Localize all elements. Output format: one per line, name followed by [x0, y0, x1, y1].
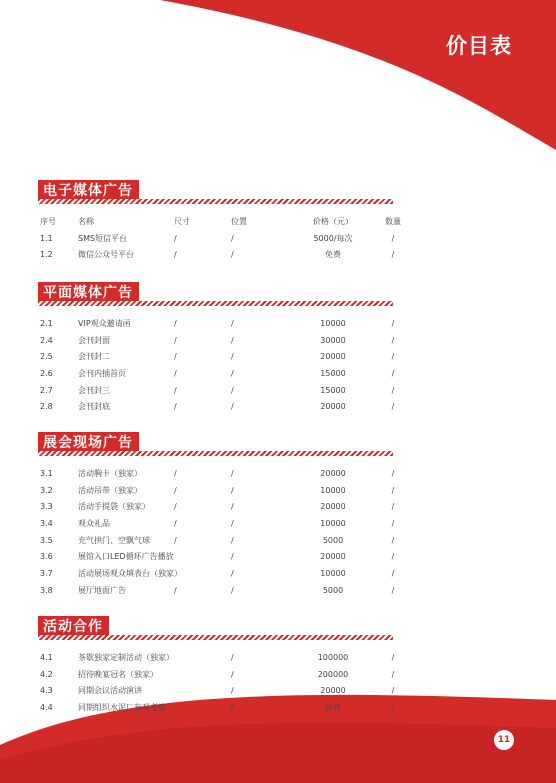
row-price: 5000 — [322, 585, 344, 595]
row-position: / — [231, 502, 234, 512]
row-name: 会刊封面 — [78, 335, 110, 345]
row-qty: / — [391, 519, 395, 529]
row-position: / — [231, 569, 234, 579]
table-row — [38, 247, 393, 264]
row-name: 展馆入口LED循环广告播放 — [78, 552, 174, 562]
page-title: 价目表 — [446, 34, 512, 58]
column-header-position: 位置 — [231, 217, 247, 226]
section-title: 平面媒体广告 — [38, 282, 139, 305]
table-row — [38, 583, 393, 600]
row-name: 茶歇独家定制活动（独家） — [78, 653, 174, 662]
row-price: 10000 — [320, 319, 346, 328]
striped-divider — [38, 635, 393, 640]
row-no: 4.4 — [40, 703, 53, 713]
row-qty: / — [391, 352, 395, 362]
row-qty: / — [391, 669, 395, 679]
row-price: 15000 — [320, 385, 346, 395]
row-no: 3.4 — [40, 519, 53, 529]
row-no: 3.8 — [40, 585, 53, 595]
row-qty: / — [391, 535, 395, 545]
striped-divider — [38, 451, 393, 456]
section-onsite-ads — [38, 432, 393, 600]
row-qty: / — [391, 335, 395, 345]
column-header-size: 尺寸 — [174, 217, 190, 226]
row-name: 活动手提袋（独家） — [78, 502, 150, 512]
table-row — [38, 566, 393, 583]
row-no: 2.5 — [40, 352, 53, 362]
column-header-name: 名称 — [78, 217, 94, 226]
column-header-price: 价格（元） — [313, 217, 353, 226]
row-price: 20000 — [320, 502, 346, 512]
row-qty: / — [391, 385, 395, 395]
row-position: / — [231, 385, 234, 395]
row-price: 20000 — [320, 469, 346, 478]
row-qty: / — [391, 250, 395, 260]
table-header-row — [38, 214, 401, 231]
row-name: 展厅地面广告 — [78, 585, 126, 595]
row-price: 100000 — [317, 653, 349, 662]
row-position: / — [231, 335, 234, 345]
row-size: / — [174, 469, 177, 478]
row-size: / — [174, 402, 177, 412]
row-name: 会刊封底 — [78, 402, 110, 412]
row-qty: / — [391, 485, 395, 495]
row-qty: / — [391, 502, 395, 512]
table-row — [38, 231, 393, 248]
row-name: 会刊封三 — [78, 385, 110, 395]
row-price: 10000 — [320, 485, 346, 495]
row-qty: / — [391, 585, 395, 595]
row-position: / — [231, 686, 234, 696]
row-price: 10000 — [320, 519, 346, 529]
row-no: 1.1 — [40, 233, 53, 243]
table-row — [38, 383, 393, 400]
row-qty: / — [391, 686, 395, 696]
section-event-cooperation — [38, 616, 393, 717]
row-size: / — [174, 352, 177, 362]
table-row — [38, 516, 393, 533]
row-position: / — [231, 535, 234, 545]
row-size: / — [174, 233, 177, 243]
row-price: 免费 — [325, 250, 341, 260]
row-size: / — [174, 585, 177, 595]
row-no: 2.4 — [40, 335, 53, 345]
row-no: 3.3 — [40, 502, 53, 512]
row-size: / — [174, 335, 177, 345]
table-row — [38, 650, 393, 667]
row-position: / — [231, 519, 234, 529]
row-no: 4.3 — [40, 686, 53, 696]
row-position: / — [231, 585, 234, 595]
table-row — [38, 483, 393, 500]
row-position: / — [231, 669, 234, 679]
row-price: 200000 — [317, 669, 349, 679]
row-no: 3.5 — [40, 535, 53, 545]
row-position: / — [231, 319, 234, 328]
row-position: / — [231, 352, 234, 362]
section-print-media — [38, 282, 393, 416]
row-size: / — [174, 250, 177, 260]
row-price: 10000 — [320, 569, 346, 579]
section-header — [38, 616, 393, 642]
table-row — [38, 349, 393, 366]
striped-divider — [38, 199, 393, 204]
row-no: 3.2 — [40, 485, 53, 495]
row-qty: / — [391, 552, 395, 562]
row-no: 2.1 — [40, 319, 53, 328]
row-name: 活动吊带（独家） — [78, 485, 142, 495]
row-position: / — [231, 552, 234, 562]
row-position: / — [231, 402, 234, 412]
table-row — [38, 683, 393, 700]
row-size: / — [174, 535, 177, 545]
table-row — [38, 533, 393, 550]
table-row — [38, 499, 393, 516]
striped-divider — [38, 301, 393, 306]
row-no: 3.6 — [40, 552, 53, 562]
column-header-no: 序号 — [40, 217, 56, 226]
row-price: 20000 — [320, 402, 346, 412]
row-name: 微信公众号平台 — [78, 250, 134, 260]
row-qty: / — [391, 569, 395, 579]
table-row — [38, 399, 393, 416]
row-qty: / — [391, 703, 395, 713]
row-position: / — [231, 469, 234, 478]
row-price: 20000 — [320, 552, 346, 562]
row-qty: / — [391, 402, 395, 412]
section-electronic-media — [38, 180, 401, 264]
row-position: / — [231, 485, 234, 495]
table-row — [38, 667, 393, 684]
section-header — [38, 180, 393, 206]
row-size: / — [174, 385, 177, 395]
row-name: 同期会议活动演讲 — [78, 686, 142, 696]
row-qty: / — [391, 233, 395, 243]
column-header-qty: 数量 — [385, 217, 401, 226]
row-qty: / — [391, 369, 395, 379]
row-no: 2.8 — [40, 402, 53, 412]
row-no: 3.7 — [40, 569, 53, 579]
row-size: / — [174, 485, 177, 495]
row-qty: / — [391, 653, 395, 662]
row-size: / — [174, 369, 177, 379]
row-name: 充气拱门、空飘气球 — [78, 535, 150, 545]
row-name: 会刊封二 — [78, 352, 110, 362]
table-row — [38, 700, 393, 717]
row-size: / — [174, 519, 177, 529]
row-price: 5000 — [322, 535, 344, 545]
table-row — [38, 549, 393, 566]
row-name: SMS短信平台 — [78, 233, 128, 243]
row-position: / — [231, 653, 234, 662]
table-row — [38, 466, 393, 483]
row-name: 同期组织水泥厂参观考察 — [78, 703, 166, 713]
row-position: / — [231, 703, 234, 713]
section-header — [38, 432, 393, 458]
row-name: 活动展场观众填表台（独家） — [78, 569, 182, 579]
section-header — [38, 282, 393, 308]
row-no: 2.7 — [40, 385, 53, 395]
row-name: 招待晚宴冠名（独家） — [78, 669, 158, 679]
row-name: 会刊内插首页 — [78, 369, 126, 379]
row-position: / — [231, 233, 234, 243]
row-price: 协商 — [325, 703, 341, 713]
row-size: / — [174, 502, 177, 512]
row-position: / — [231, 369, 234, 379]
row-no: 2.6 — [40, 369, 53, 379]
page-number: 11 — [494, 730, 514, 750]
row-no: 4.2 — [40, 669, 53, 679]
row-name: 活动胸卡（独家） — [78, 469, 142, 478]
row-price: 5000/每次 — [313, 233, 353, 243]
row-no: 3.1 — [40, 469, 53, 478]
row-qty: / — [391, 319, 395, 328]
section-title: 活动合作 — [38, 616, 109, 639]
row-price: 20000 — [320, 686, 346, 696]
row-qty: / — [391, 469, 395, 478]
table-row — [38, 333, 393, 350]
table-row — [38, 366, 393, 383]
row-price: 20000 — [320, 352, 346, 362]
row-position: / — [231, 250, 234, 260]
row-price: 30000 — [320, 335, 346, 345]
row-price: 15000 — [320, 369, 346, 379]
section-title: 展会现场广告 — [38, 432, 139, 455]
table-row — [38, 316, 393, 333]
row-name: 观众礼品 — [78, 519, 110, 529]
row-no: 4.1 — [40, 653, 53, 662]
row-size: / — [174, 319, 177, 328]
row-name: VIP观众邀请函 — [78, 319, 131, 328]
section-title: 电子媒体广告 — [38, 180, 139, 203]
row-no: 1.2 — [40, 250, 53, 260]
